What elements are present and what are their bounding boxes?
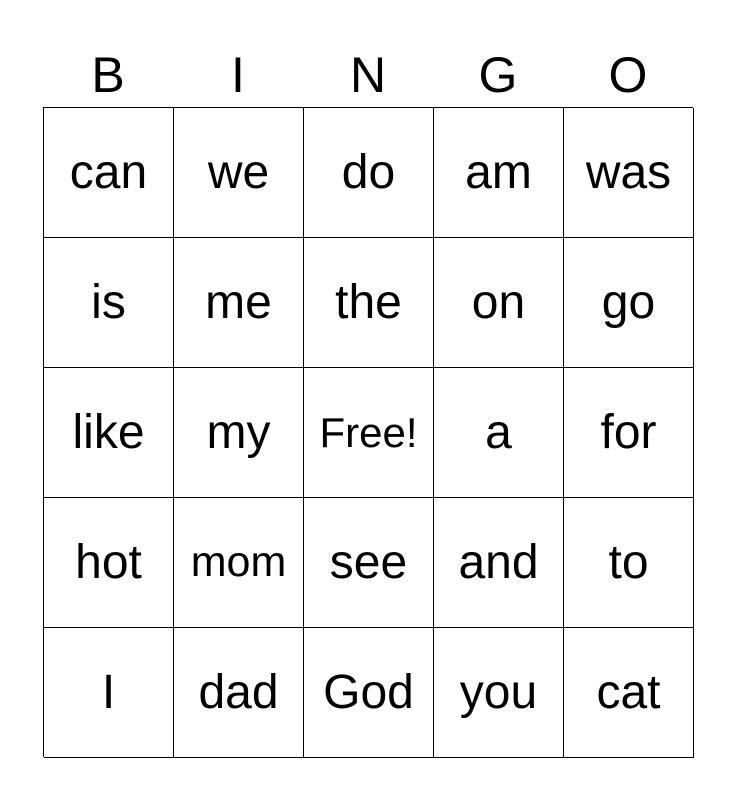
bingo-cell-r3-c1[interactable]: like bbox=[44, 368, 174, 498]
bingo-cell-r5-c2[interactable]: dad bbox=[174, 628, 304, 758]
bingo-cell-r4-c4[interactable]: and bbox=[434, 498, 564, 628]
bingo-cell-r2-c4[interactable]: on bbox=[434, 238, 564, 368]
bingo-cell-r5-c5[interactable]: cat bbox=[564, 628, 694, 758]
bingo-cell-r4-c3[interactable]: see bbox=[304, 498, 434, 628]
header-letter-n: N bbox=[349, 47, 387, 103]
bingo-cell-r2-c2[interactable]: me bbox=[174, 238, 304, 368]
bingo-cell-r3-c2[interactable]: my bbox=[174, 368, 304, 498]
bingo-cell-r2-c5[interactable]: go bbox=[564, 238, 694, 368]
bingo-cell-r1-c5[interactable]: was bbox=[564, 108, 694, 238]
bingo-cell-r1-c3[interactable]: do bbox=[304, 108, 434, 238]
header-letter-o: O bbox=[608, 47, 648, 103]
bingo-cell-r1-c2[interactable]: we bbox=[174, 108, 304, 238]
header-letter-i: I bbox=[231, 47, 245, 103]
bingo-cell-r4-c5[interactable]: to bbox=[564, 498, 694, 628]
bingo-cell-r5-c4[interactable]: you bbox=[434, 628, 564, 758]
bingo-cell-r1-c1[interactable]: can bbox=[44, 108, 174, 238]
header-letter-b: B bbox=[91, 47, 125, 103]
bingo-cell-r3-c4[interactable]: a bbox=[434, 368, 564, 498]
bingo-cell-r5-c1[interactable]: I bbox=[44, 628, 174, 758]
bingo-header bbox=[43, 42, 693, 108]
bingo-cell-r3-c5[interactable]: for bbox=[564, 368, 694, 498]
bingo-cell-r4-c2[interactable]: mom bbox=[174, 498, 304, 628]
bingo-cell-r5-c3[interactable]: God bbox=[304, 628, 434, 758]
header-letter-g: G bbox=[478, 47, 518, 103]
bingo-cell-r4-c1[interactable]: hot bbox=[44, 498, 174, 628]
bingo-cell-r2-c1[interactable]: is bbox=[44, 238, 174, 368]
bingo-board bbox=[43, 107, 693, 757]
bingo-cell-r2-c3[interactable]: the bbox=[304, 238, 434, 368]
bingo-cell-free-space[interactable]: Free! bbox=[304, 368, 434, 498]
bingo-cell-r1-c4[interactable]: am bbox=[434, 108, 564, 238]
